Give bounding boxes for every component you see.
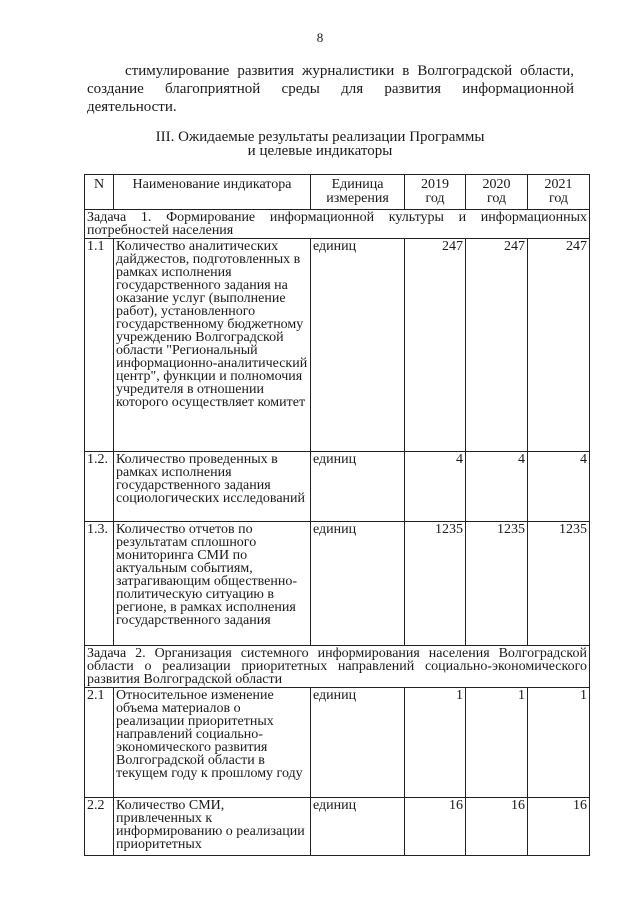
header-2021 (528, 175, 590, 210)
header-2021-year: 2021 (544, 177, 573, 192)
page-number: 8 (316, 30, 324, 45)
row-value-2019: 247 (405, 239, 466, 452)
header-2020 (466, 175, 528, 210)
header-2019-year: 2019 (421, 177, 449, 192)
row-num: 1.3. (85, 522, 114, 646)
intro-line-3: деятельности. (87, 99, 177, 115)
table-row (85, 522, 590, 646)
intro-paragraph (87, 62, 574, 116)
header-unit-line-1: Единица (331, 177, 384, 192)
task-2-title: Задача 2. Организация системного информирования населения Волгоградской области о реализации приоритетных направлений социально-экономического развития Волгоградской области (85, 646, 590, 688)
table-row (85, 688, 590, 798)
row-value-2019: 16 (405, 798, 466, 856)
row-indicator-name: Количество проведенных в рамках исполнения государственного задания социологических исследований (114, 452, 311, 522)
row-value-2020: 16 (466, 798, 528, 856)
header-unit-line-2: измерения (326, 191, 389, 206)
row-num: 1.1 (85, 239, 114, 452)
row-indicator-name: Количество аналитических дайджестов, подготовленных в рамках исполнения государственного задания на оказание услуг (выполнение работ), установленного государственному бюджетному учреждению Волгоградской области "Региональный информационно-аналитический центр", функции и полномочия учредителя в отношении которого осуществляет комитет (114, 239, 311, 452)
table-row (85, 452, 590, 522)
header-2019 (405, 175, 466, 210)
intro-line-2: создание благоприятной среды для развития информационной (87, 81, 574, 97)
row-value-2021: 1 (528, 688, 590, 798)
task-1-title: Задача 1. Формирование информационной культуры и информационных потребностей населения (85, 210, 590, 239)
header-2021-label: год (548, 191, 569, 206)
row-value-2020: 247 (466, 239, 528, 452)
row-indicator-name: Количество СМИ, привлеченных к информированию о реализации приоритетных (114, 798, 311, 856)
row-value-2019: 4 (405, 452, 466, 522)
row-value-2021: 1235 (528, 522, 590, 646)
row-value-2020: 1235 (466, 522, 528, 646)
intro-line-1: стимулирование развития журналистики в Волгоградской области, (125, 63, 574, 79)
row-num: 2.2 (85, 798, 114, 856)
row-unit: единиц (311, 452, 405, 522)
task-row (85, 646, 590, 688)
table-row (85, 239, 590, 452)
section-title-line-2: и целевые индикаторы (247, 143, 393, 159)
row-value-2020: 4 (466, 452, 528, 522)
row-unit: единиц (311, 688, 405, 798)
row-indicator-name: Относительное изменение объема материалов о реализации приоритетных направлений социально-экономического развития Волгоградской области в текущем году к прошлому году (114, 688, 311, 798)
row-num: 1.2. (85, 452, 114, 522)
row-value-2019: 1235 (405, 522, 466, 646)
row-unit: единиц (311, 239, 405, 452)
row-value-2021: 4 (528, 452, 590, 522)
header-name: Наименование индикатора (114, 175, 311, 210)
section-title-line-1: III. Ожидаемые результаты реализации Программы (155, 129, 485, 145)
header-2020-year: 2020 (482, 177, 511, 192)
row-indicator-name: Количество отчетов по результатам сплошного мониторинга СМИ по актуальным событиям, затрагивающим общественно-политическую ситуацию в регионе, в рамках исполнения государственного задания (114, 522, 311, 646)
row-unit: единиц (311, 522, 405, 646)
section-title (0, 130, 640, 158)
row-value-2020: 1 (466, 688, 528, 798)
row-num: 2.1 (85, 688, 114, 798)
table-header-row (85, 175, 590, 210)
row-value-2021: 247 (528, 239, 590, 452)
indicators-table (84, 174, 590, 856)
header-2019-label: год (425, 191, 445, 206)
table-row (85, 798, 590, 856)
task-row (85, 210, 590, 239)
row-unit: единиц (311, 798, 405, 856)
row-value-2019: 1 (405, 688, 466, 798)
row-value-2021: 16 (528, 798, 590, 856)
header-2020-label: год (486, 191, 507, 206)
header-num: N (85, 175, 114, 210)
header-unit (311, 175, 405, 210)
